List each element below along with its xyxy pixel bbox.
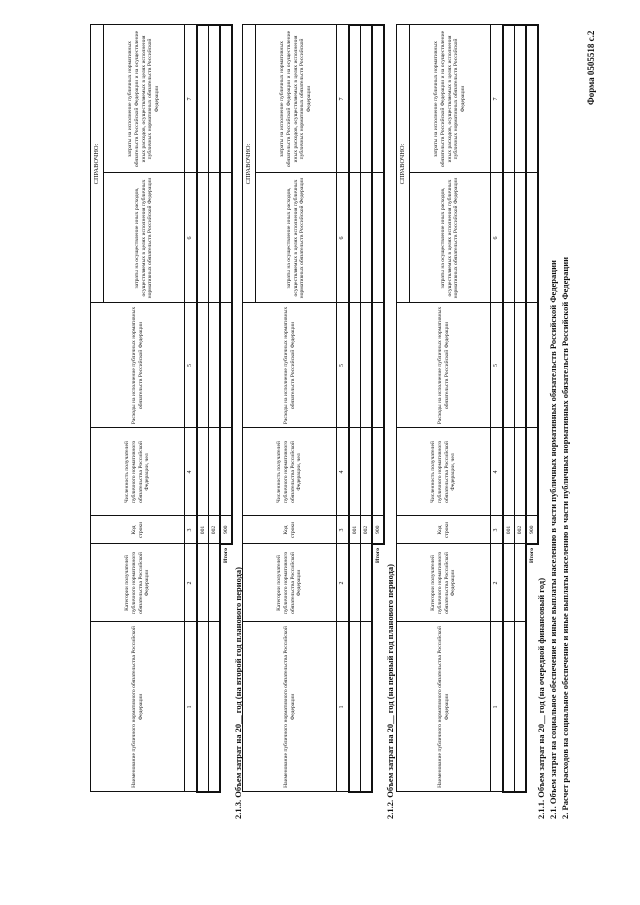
- total-recipients[interactable]: [220, 428, 232, 516]
- cell-category[interactable]: [197, 544, 209, 622]
- column-number: 4: [337, 428, 350, 516]
- total-label: Итого: [223, 548, 229, 564]
- cell-other-costs[interactable]: [361, 173, 373, 303]
- header-name: Наименование публичного нормативного обязательства Российской Федерации: [243, 622, 337, 792]
- heading-main: 2. Расчет расходов на социальное обеспечение и иные выплаты населению в части публичных нормативных обязательств Российской Федерации: [560, 256, 570, 819]
- header-name: Наименование публичного нормативного обязательства Российской Федерации: [91, 622, 185, 792]
- header-other-costs: затраты на осуществление иных расходов, осуществляемых в целях исполнения публичных нормативных обязательств Российской Федерации: [104, 173, 185, 303]
- column-number: 1: [185, 622, 198, 792]
- header-recipients: Численность получателей публичного нормативного обязательства Российской Федерации, чел: [91, 428, 185, 516]
- section-title-3: 2.1.3. Объем затрат на 20__ год (на второй год планового периода): [233, 566, 243, 819]
- cell-expenses[interactable]: [361, 303, 373, 428]
- cell-other-costs[interactable]: [503, 173, 515, 303]
- cell-total-costs[interactable]: [349, 25, 361, 173]
- total-row: [526, 25, 538, 792]
- cell-total-costs[interactable]: [503, 25, 515, 173]
- cell-total-costs[interactable]: [361, 25, 373, 173]
- column-number: 5: [491, 303, 504, 428]
- cell-other-costs[interactable]: [349, 173, 361, 303]
- total-total-costs[interactable]: [220, 25, 232, 173]
- column-number: 2: [491, 544, 504, 622]
- cell-expenses[interactable]: [197, 303, 209, 428]
- column-number: 3: [491, 516, 504, 544]
- cell-name[interactable]: [515, 622, 527, 792]
- column-number: 7: [491, 25, 504, 173]
- total-recipients[interactable]: [526, 428, 538, 516]
- total-code: 900: [220, 516, 232, 544]
- column-number: 6: [337, 173, 350, 303]
- cell-recipients[interactable]: [197, 428, 209, 516]
- row-code: 002: [515, 516, 527, 544]
- column-number: 2: [337, 544, 350, 622]
- total-expenses[interactable]: [526, 303, 538, 428]
- cell-expenses[interactable]: [209, 303, 221, 428]
- header-reference: СПРАВОЧНО:: [91, 25, 104, 303]
- column-number: 4: [491, 428, 504, 516]
- cell-category[interactable]: [515, 544, 527, 622]
- row-code: 002: [361, 516, 373, 544]
- table-row: [515, 25, 527, 792]
- header-name: Наименование публичного нормативного обязательства Российской Федерации: [397, 622, 491, 792]
- cell-total-costs[interactable]: [515, 25, 527, 173]
- header-other-costs: затраты на осуществление иных расходов, осуществляемых в целях исполнения публичных нормативных обязательств Российской Федерации: [410, 173, 491, 303]
- header-total-costs: затраты на исполнение публичных нормативных обязательств Российской Федерации и на осуществление иных расходов, осуществляемых в целях исполнения публичных нормативных обязательств Российской Федерации: [410, 25, 491, 173]
- cell-other-costs[interactable]: [197, 173, 209, 303]
- cell-category[interactable]: [349, 544, 361, 622]
- row-code: 001: [197, 516, 209, 544]
- header-category: Категории получателей публичного нормативного обязательства Российской Федерации: [397, 544, 491, 622]
- column-number: 4: [185, 428, 198, 516]
- cell-total-costs[interactable]: [197, 25, 209, 173]
- header-other-costs: затраты на осуществление иных расходов, осуществляемых в целях исполнения публичных нормативных обязательств Российской Федерации: [256, 173, 337, 303]
- section-title-1: 2.1.1. Объем затрат на 20__ год (на очередной финансовый год): [536, 577, 546, 819]
- cell-category[interactable]: [361, 544, 373, 622]
- header-total-costs: затраты на исполнение публичных нормативных обязательств Российской Федерации и на осуществление иных расходов, осуществляемых в целях исполнения публичных нормативных обязательств Российской Федерации: [104, 25, 185, 173]
- header-row-code: Код строки: [91, 516, 185, 544]
- total-row: [220, 25, 232, 792]
- row-code: 001: [503, 516, 515, 544]
- row-code: 002: [209, 516, 221, 544]
- header-category: Категории получателей публичного нормативного обязательства Российской Федерации: [91, 544, 185, 622]
- header-expenses: Расходы на исполнение публичных нормативных обязательств Российской Федерации: [243, 303, 337, 428]
- cell-expenses[interactable]: [503, 303, 515, 428]
- header-row-code: Код строки: [397, 516, 491, 544]
- column-number: 3: [337, 516, 350, 544]
- total-other-costs[interactable]: [220, 173, 232, 303]
- section-title-2: 2.1.2. Объем затрат на 20__ год (на первый год планового периода): [385, 564, 395, 819]
- column-number: 2: [185, 544, 198, 622]
- column-number: 1: [337, 622, 350, 792]
- cell-other-costs[interactable]: [209, 173, 221, 303]
- heading-sub: 2.1. Объем затрат на социальное обеспечение и иные выплаты населению в части публичных нормативных обязательств Российской Федерации: [548, 260, 558, 819]
- table-row: [503, 25, 515, 792]
- header-row-code: Код строки: [243, 516, 337, 544]
- column-number: 5: [185, 303, 198, 428]
- header-expenses: Расходы на исполнение публичных нормативных обязательств Российской Федерации: [397, 303, 491, 428]
- cell-name[interactable]: [209, 622, 221, 792]
- header-total-costs: затраты на исполнение публичных нормативных обязательств Российской Федерации и на осуществление иных расходов, осуществляемых в целях исполнения публичных нормативных обязательств Российской Федерации: [256, 25, 337, 173]
- cost-table-3: [90, 24, 233, 793]
- cell-recipients[interactable]: [209, 428, 221, 516]
- table-row: [209, 25, 221, 792]
- column-number: 6: [491, 173, 504, 303]
- column-number: 6: [185, 173, 198, 303]
- cell-name[interactable]: [197, 622, 209, 792]
- cell-other-costs[interactable]: [515, 173, 527, 303]
- header-recipients: Численность получателей публичного нормативного обязательства Российской Федерации, чел: [397, 428, 491, 516]
- column-number: 7: [185, 25, 198, 173]
- column-number: 1: [491, 622, 504, 792]
- cell-recipients[interactable]: [349, 428, 361, 516]
- header-expenses: Расходы на исполнение публичных нормативных обязательств Российской Федерации: [91, 303, 185, 428]
- total-code: 900: [526, 516, 538, 544]
- cell-category[interactable]: [503, 544, 515, 622]
- cell-name[interactable]: [503, 622, 515, 792]
- column-number: 3: [185, 516, 198, 544]
- cell-recipients[interactable]: [503, 428, 515, 516]
- total-label: Итого: [529, 548, 535, 564]
- cell-category[interactable]: [209, 544, 221, 622]
- table-row: [197, 25, 209, 792]
- total-recipients[interactable]: [372, 428, 384, 516]
- total-expenses[interactable]: [220, 303, 232, 428]
- cell-recipients[interactable]: [515, 428, 527, 516]
- cell-expenses[interactable]: [515, 303, 527, 428]
- form-number: Форма 0505518 с.2: [586, 30, 596, 105]
- header-reference: СПРАВОЧНО:: [397, 25, 410, 303]
- total-code: 900: [372, 516, 384, 544]
- total-other-costs[interactable]: [372, 173, 384, 303]
- cost-table-2: [242, 24, 385, 793]
- column-number: 5: [337, 303, 350, 428]
- column-number: 7: [337, 25, 350, 173]
- total-total-costs[interactable]: [526, 25, 538, 173]
- cost-table-1: [396, 24, 539, 793]
- table-row: [349, 25, 361, 792]
- total-expenses[interactable]: [372, 303, 384, 428]
- row-code: 001: [349, 516, 361, 544]
- header-category: Категории получателей публичного нормативного обязательства Российской Федерации: [243, 544, 337, 622]
- cell-name[interactable]: [349, 622, 361, 792]
- total-total-costs[interactable]: [372, 25, 384, 173]
- total-row: [372, 25, 384, 792]
- cell-recipients[interactable]: [361, 428, 373, 516]
- total-label: Итого: [375, 548, 381, 564]
- cell-expenses[interactable]: [349, 303, 361, 428]
- table-row: [361, 25, 373, 792]
- header-recipients: Численность получателей публичного нормативного обязательства Российской Федерации, чел: [243, 428, 337, 516]
- cell-total-costs[interactable]: [209, 25, 221, 173]
- header-reference: СПРАВОЧНО:: [243, 25, 256, 303]
- cell-name[interactable]: [361, 622, 373, 792]
- total-other-costs[interactable]: [526, 173, 538, 303]
